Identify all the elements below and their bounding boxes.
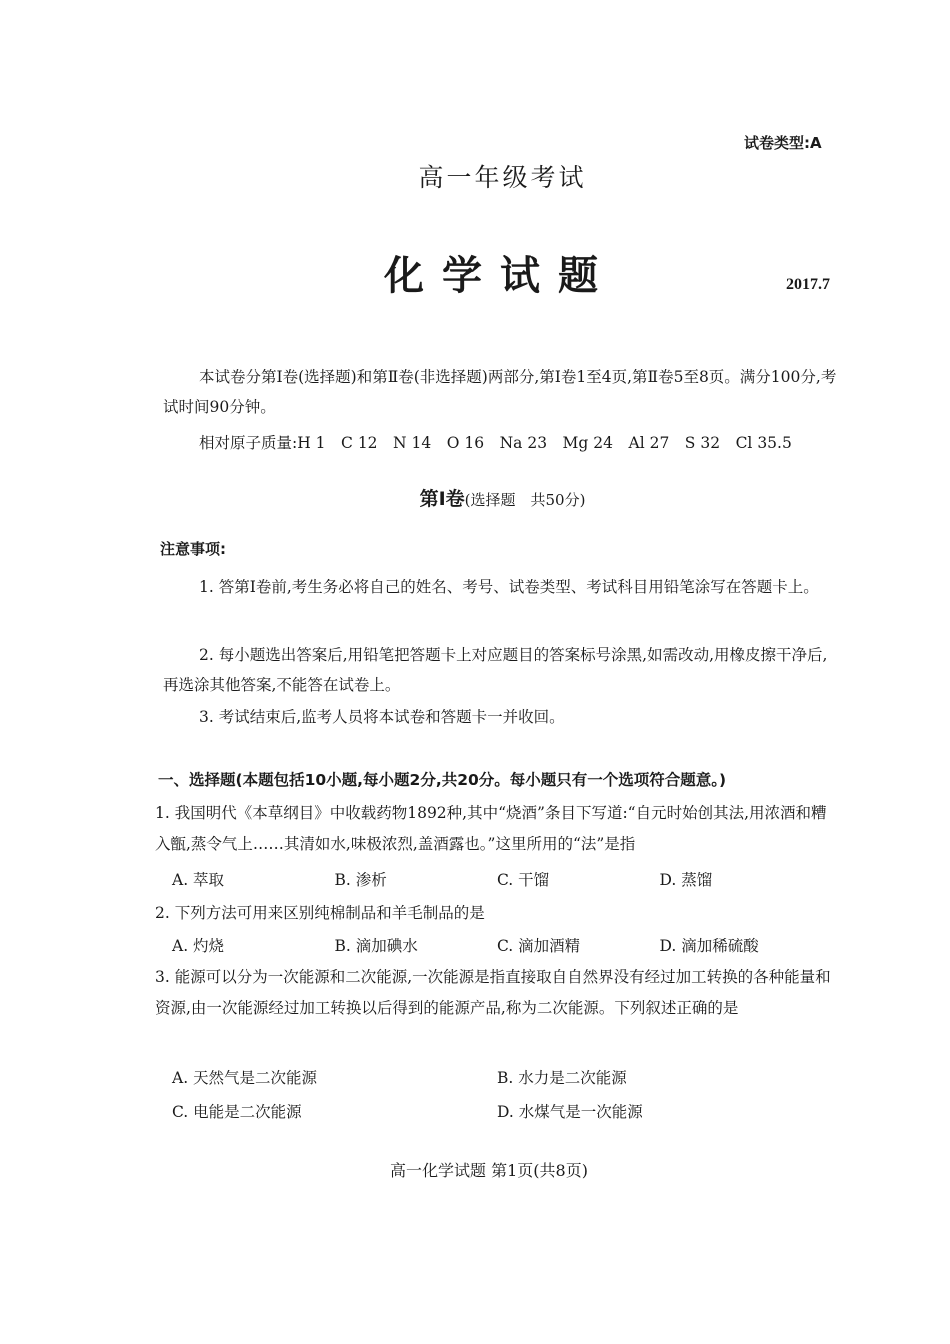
paper-type-label: 试卷类型:A — [744, 134, 822, 152]
option-d: D. 水煤气是一次能源 — [497, 1103, 643, 1121]
option-c: C. 干馏 — [497, 871, 550, 889]
exam-title: 高一年级考试 — [418, 163, 587, 192]
option-b: B. 渗析 — [334, 871, 387, 889]
notice-item-1: 1. 答第Ⅰ卷前,考生务必将自己的姓名、考号、试卷类型、考试科目用铅笔涂写在答题卡上。 — [199, 578, 819, 596]
notice-item-3: 3. 考试结束后,监考人员将本试卷和答题卡一并收回。 — [199, 708, 565, 726]
option-b: B. 水力是二次能源 — [497, 1069, 627, 1087]
option-c: C. 电能是二次能源 — [172, 1103, 302, 1121]
question-3-stem: 3. 能源可以分为一次能源和二次能源,一次能源是指直接取自自然界没有经过加工转换的各种能量和资源,由一次能源经过加工转换以后得到的能源产品,称为二次能源。下列叙述正确的是 — [155, 968, 831, 1017]
question-3-options-row2 — [172, 1100, 822, 1122]
section-title-sub: (选择题 共50分) — [464, 491, 586, 509]
option-d: D. 滴加稀硫酸 — [659, 937, 759, 955]
question-1-options — [172, 868, 822, 890]
section-title — [0, 484, 950, 511]
option-b: B. 滴加碘水 — [334, 937, 418, 955]
option-c: C. 滴加酒精 — [497, 937, 581, 955]
part-heading: 一、选择题(本题包括10小题,每小题2分,共20分。每小题只有一个选项符合题意。) — [158, 771, 727, 789]
question-1-stem: 1. 我国明代《本草纲目》中收载药物1892种,其中“烧酒”条目下写道:“自元时始创其法,用浓酒和糟入甑,蒸令气上……其清如水,味极浓烈,盖酒露也。”这里所用的“法”是指 — [155, 804, 827, 853]
notice-label: 注意事项: — [160, 540, 226, 558]
page-footer: 高一化学试题 第1页(共8页) — [390, 1161, 588, 1180]
exam-date: 2017.7 — [786, 276, 830, 293]
option-d: D. 蒸馏 — [659, 871, 713, 889]
option-a: A. 灼烧 — [172, 937, 225, 955]
subject-title: 化学试题 — [384, 253, 616, 299]
question-3-options-row1 — [172, 1066, 822, 1088]
question-2-options — [172, 934, 822, 956]
intro-paragraph: 本试卷分第Ⅰ卷(选择题)和第Ⅱ卷(非选择题)两部分,第Ⅰ卷1至4页,第Ⅱ卷5至8页。满分100分,考试时间90分钟。 — [163, 368, 837, 416]
notice-item-2: 2. 每小题选出答案后,用铅笔把答题卡上对应题目的答案标号涂黑,如需改动,用橡皮擦干净后,再选涂其他答案,不能答在试卷上。 — [163, 646, 828, 694]
question-2-stem: 2. 下列方法可用来区别纯棉制品和羊毛制品的是 — [155, 904, 485, 922]
option-a: A. 天然气是二次能源 — [172, 1069, 318, 1087]
section-title-main: 第Ⅰ卷 — [419, 488, 465, 510]
atomic-mass-line: 相对原子质量:H 1 C 12 N 14 O 16 Na 23 Mg 24 Al 27 S 32 Cl 35.5 — [199, 434, 792, 452]
option-a: A. 萃取 — [172, 871, 225, 889]
